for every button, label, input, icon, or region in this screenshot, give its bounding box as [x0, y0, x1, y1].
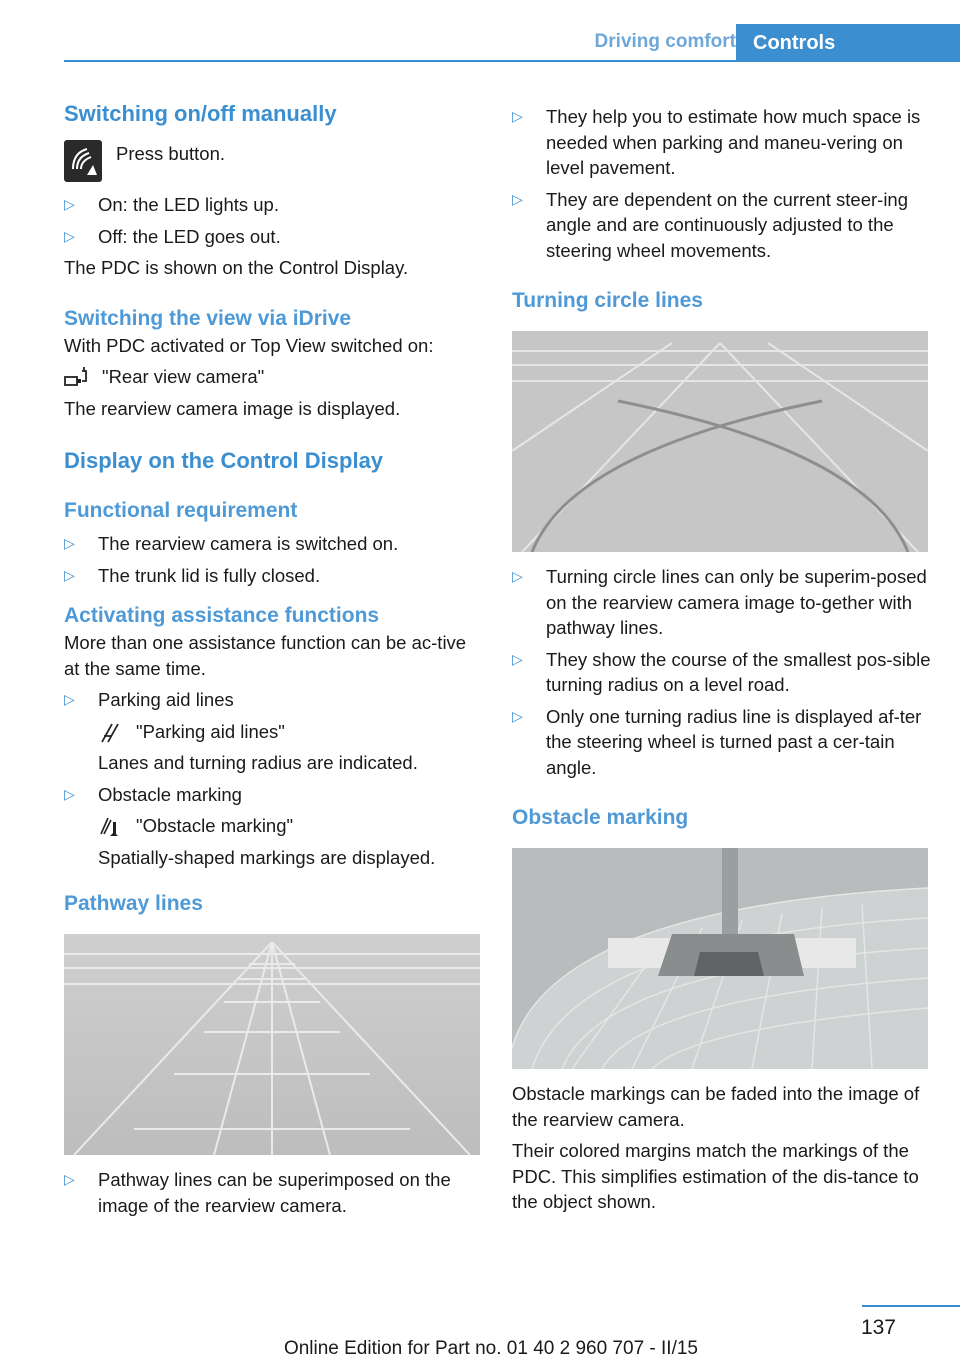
pdc-shown-text: The PDC is shown on the Control Display.	[64, 257, 409, 278]
list-item: ▷ The trunk lid is fully closed.	[64, 563, 482, 589]
triangle-right-icon: ▷	[64, 785, 75, 802]
heading-obstacle: Obstacle marking	[512, 806, 689, 829]
triangle-right-icon: ▷	[64, 691, 75, 707]
parking-lines-icon	[98, 722, 124, 744]
footer-edition: Online Edition for Part no. 01 40 2 960 707 - II/15	[283, 1338, 698, 1359]
rear-view-camera-line: "Rear view camera"	[64, 364, 482, 390]
heading-requirement: Functional requirement	[64, 499, 298, 522]
triangle-right-icon: ▷	[64, 196, 75, 212]
triangle-right-icon: ▷	[512, 650, 523, 667]
heading-switching: Switching on/off manually	[64, 101, 337, 126]
parking-aid-menu: "Parking aid lines"	[98, 719, 482, 745]
triangle-right-icon: ▷	[64, 227, 75, 244]
pathway-lines-image	[64, 934, 480, 1155]
left-column	[64, 100, 482, 1224]
assist-list	[64, 687, 482, 870]
page-number: 137	[860, 1316, 896, 1339]
list-item: ▷ They show the course of the smallest pos-sible turning radius on a level road.	[512, 648, 931, 695]
press-button-text: Press button.	[116, 143, 226, 165]
header-tab-controls: Controls	[736, 24, 960, 62]
view-text: With PDC activated or Top View switched on:	[64, 334, 434, 356]
assist-text: More than one assistance function can be ac-tive at the same time.	[64, 632, 467, 679]
list-item: ▷ Parking aid lines "Parking aid lines" Lanes and turning radius are indicated.	[64, 687, 482, 776]
press-button-line	[64, 140, 482, 182]
list-item: ▷ The rearview camera is switched on.	[64, 531, 482, 557]
list-item: ▷ Turning circle lines can only be superim-posed on the rearview camera image to-gether with pathway lines.	[512, 566, 927, 638]
obstacle-text-2: Their colored margins match the markings of the PDC. This simplifies estimation of the dis-tance to the object shown.	[512, 1140, 919, 1212]
triangle-right-icon: ▷	[64, 566, 75, 583]
list-item: ▷ Pathway lines can be superimposed on the image of the rearview camera.	[64, 1169, 451, 1216]
triangle-right-icon: ▷	[64, 535, 75, 551]
list-item: ▷ They help you to estimate how much space is needed when parking and maneu-vering on level pavement.	[512, 106, 921, 178]
heading-assist: Activating assistance functions	[64, 604, 380, 627]
obstacle-text-1: Obstacle markings can be faded into the image of the rearview camera.	[512, 1083, 920, 1130]
requirements-list	[64, 531, 482, 588]
right-column	[512, 104, 932, 1215]
triangle-right-icon: ▷	[512, 707, 523, 724]
heading-display: Display on the Control Display	[64, 448, 384, 473]
obstacle-menu: "Obstacle marking"	[98, 813, 482, 839]
heading-switch-view: Switching the view via iDrive	[64, 306, 352, 330]
triangle-right-icon: ▷	[512, 568, 523, 584]
triangle-right-icon: ▷	[64, 1171, 75, 1187]
rearview-displayed-text: The rearview camera image is displayed.	[64, 397, 401, 419]
page-header	[64, 24, 960, 62]
list-item: ▷ Only one turning radius line is displayed af-ter the steering wheel is turned past a cer-tain angle.	[512, 705, 922, 778]
heading-pathway: Pathway lines	[64, 892, 203, 915]
turning-list	[512, 564, 932, 780]
list-item: ▷ Obstacle marking "Obstacle marking" Spatially-shaped markings are displayed.	[64, 782, 482, 871]
pdc-button-icon	[64, 140, 102, 182]
pathway-properties-list	[512, 104, 932, 263]
turning-circle-image	[512, 331, 928, 552]
triangle-right-icon: ▷	[512, 190, 523, 207]
obstacle-marking-image	[512, 848, 928, 1069]
triangle-right-icon: ▷	[512, 108, 523, 124]
heading-turning: Turning circle lines	[512, 289, 703, 312]
list-item: ▷ They are dependent on the current steer-ing angle and are continuously adjusted to the steering wheel movements.	[512, 188, 909, 261]
list-item: ▷ Off: the LED goes out.	[64, 224, 482, 250]
pathway-list	[64, 1167, 482, 1218]
rear-camera-icon	[64, 367, 90, 389]
footer-divider	[862, 1305, 960, 1307]
on-off-list	[64, 192, 482, 249]
header-section-title: Driving comfort	[594, 31, 736, 52]
list-item: ▷ On: the LED lights up.	[64, 192, 482, 218]
obstacle-marking-icon	[98, 816, 124, 838]
